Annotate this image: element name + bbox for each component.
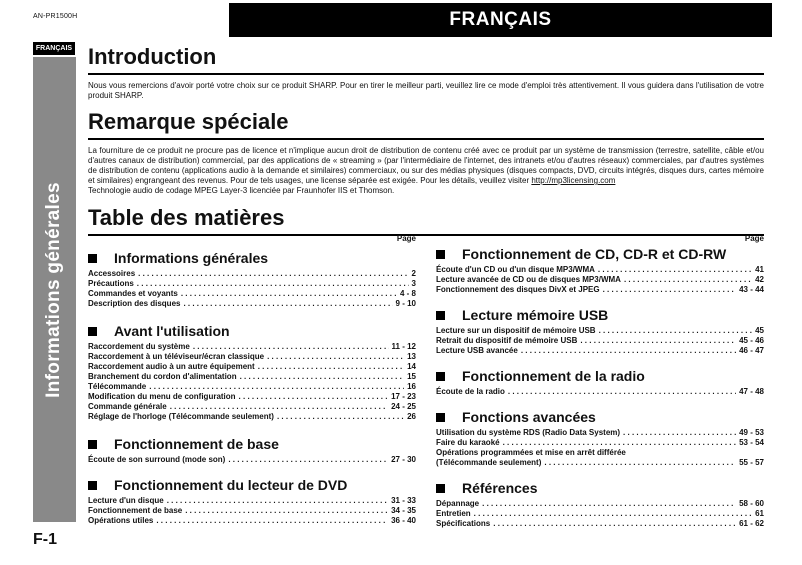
dot-leader — [193, 342, 389, 352]
toc-entry-label: Lecture USB avancée — [436, 346, 518, 355]
toc-entry-label: Écoute de son surround (mode son) — [88, 455, 226, 464]
toc-entry[interactable] — [88, 455, 416, 465]
toc-section-label: Fonctionnement du lecteur de DVD — [114, 477, 348, 493]
toc-entry-label: Raccordement audio à un autre équipement — [88, 362, 255, 371]
toc-section-label: Informations générales — [114, 250, 269, 266]
toc-entry-page: 13 — [407, 352, 416, 361]
toc-entry-list — [436, 499, 764, 529]
toc-entry-list — [88, 342, 416, 422]
toc-entry-label: (Télécommande seulement) — [436, 458, 542, 467]
toc-entry-label: Utilisation du système RDS (Radio Data System) — [436, 428, 621, 437]
toc-entry-label: Écoute de la radio — [436, 387, 505, 396]
toc-section-title — [436, 409, 764, 426]
intro-paragraph: Nous vous remercions d'avoir porté votre choix sur ce produit SHARP. Pour en tirer le meilleur parti, veuillez lire ce mode d'emploi très attentivement. Il vous guidera dans l'utilisation de votre produit SHARP. — [88, 81, 764, 100]
bullet-square-icon — [436, 484, 445, 493]
dot-leader — [598, 265, 752, 275]
toc-section — [436, 409, 764, 468]
page-column-label: Page — [396, 234, 416, 243]
toc-entry[interactable] — [88, 382, 416, 392]
toc-section — [88, 477, 416, 526]
dot-leader — [228, 455, 388, 465]
bullet-square-icon — [88, 254, 97, 263]
toc-entry-label: Télécommande — [88, 382, 147, 391]
toc-section-label: Références — [462, 480, 538, 496]
toc-section-title — [88, 250, 416, 267]
dot-leader — [624, 275, 752, 285]
toc-section-label: Fonctionnement de CD, CD-R et CD-RW — [462, 246, 727, 262]
toc-entry-page: 43 - 44 — [739, 285, 764, 294]
toc-entry[interactable] — [88, 352, 416, 362]
toc-section-title — [88, 323, 416, 340]
toc-entry-page: 55 - 57 — [739, 458, 764, 467]
toc-section — [88, 323, 416, 422]
note-paragraph — [88, 146, 764, 186]
bullet-square-icon — [88, 481, 97, 490]
toc-entry-page: 24 - 25 — [391, 402, 416, 411]
toc-entry-page: 47 - 48 — [739, 387, 764, 396]
toc-entry[interactable] — [88, 362, 416, 372]
page-column-label: Page — [744, 234, 764, 243]
toc-entry-page: 11 - 12 — [391, 342, 416, 351]
license-link[interactable]: http://mp3licensing.com — [531, 176, 616, 185]
toc-right-column — [436, 234, 764, 529]
bullet-square-icon — [88, 440, 97, 449]
toc-entry-page: 49 - 53 — [739, 428, 764, 437]
toc-entry-label: Lecture d'un disque — [88, 496, 164, 505]
dot-leader — [170, 402, 388, 412]
toc-entry-list — [436, 387, 764, 397]
toc-entry[interactable] — [436, 326, 764, 336]
toc-section-label: Avant l'utilisation — [114, 323, 230, 339]
toc-section-title — [88, 436, 416, 453]
language-banner: FRANÇAIS — [229, 3, 772, 37]
dot-leader — [267, 352, 404, 362]
dot-leader — [258, 362, 404, 372]
toc-entry[interactable] — [436, 428, 764, 438]
toc-entry[interactable] — [436, 346, 764, 356]
dot-leader — [474, 509, 752, 519]
toc-entry-list — [436, 265, 764, 295]
toc-entry[interactable] — [88, 392, 416, 402]
toc-entry-page: 27 - 30 — [391, 455, 416, 464]
note-tech-line: Technologie audio de codage MPEG Layer-3 licenciée par Fraunhofer IIS et Thomson. — [88, 186, 395, 195]
dot-leader — [239, 392, 389, 402]
toc-entry-label: Réglage de l'horloge (Télécommande seulement) — [88, 412, 274, 421]
toc-section-title — [436, 246, 764, 263]
intro-heading: Introduction — [88, 44, 764, 75]
toc-entry[interactable] — [436, 499, 764, 509]
toc-section — [436, 307, 764, 356]
dot-leader — [508, 387, 736, 397]
dot-leader — [521, 346, 736, 356]
toc-left-column — [88, 234, 416, 526]
toc-entry-page: 45 - 46 — [739, 336, 764, 345]
toc-entry[interactable] — [88, 412, 416, 422]
dot-leader — [156, 516, 388, 526]
toc-section — [88, 250, 416, 309]
dot-leader — [149, 382, 404, 392]
toc-entry[interactable] — [436, 458, 764, 468]
toc-entry-label: Opérations programmées et mise en arrêt différée — [436, 448, 626, 457]
toc-section-title — [436, 480, 764, 497]
toc-entry[interactable] — [436, 265, 764, 275]
toc-entry[interactable] — [436, 438, 764, 448]
toc-entry-label: Fonctionnement de base — [88, 506, 183, 515]
toc-entry-label: Commande générale — [88, 402, 167, 411]
dot-leader — [603, 285, 737, 295]
main-content — [88, 40, 764, 236]
toc-entry-label: Commandes et voyants — [88, 289, 178, 298]
toc-entry-label: Branchement du cordon d'alimentation — [88, 372, 237, 381]
toc-entry-label: Accessoires — [88, 269, 136, 278]
toc-entry[interactable] — [436, 387, 764, 397]
toc-entry[interactable] — [88, 402, 416, 412]
toc-entry-page: 61 - 62 — [739, 519, 764, 528]
toc-entry[interactable] — [436, 285, 764, 295]
toc-entry-list — [436, 428, 764, 468]
toc-entry-list — [88, 455, 416, 465]
bullet-square-icon — [436, 311, 445, 320]
toc-entry[interactable] — [88, 342, 416, 352]
toc-entry[interactable] — [88, 279, 416, 289]
toc-section-label: Fonctions avancées — [462, 409, 596, 425]
sidebar-label: Informations générales — [43, 182, 64, 398]
toc-entry-page: 4 - 8 — [399, 289, 416, 298]
bullet-square-icon — [436, 372, 445, 381]
dot-leader — [580, 336, 736, 346]
note-text: La fourniture de ce produit ne procure pas de licence et n'implique aucun droit de distribution de contenu créé avec ce produit par un système de transmission (terrestre, satellite, câble et/ou d'autres canaux de distribution) commercial, par des applications de « streaming » (par l'intermédiaire de l'internet, des intranets et/ou d'autres réseaux) commerciales, par d'autres systèmes de distribution de contenu (applications audio à la demande et similaires) commerciaux, ou sur des médias physiques (disques compacts, DVD, circuits intégrés, disques durs, cartes mémoire et similaires) engrangeant des revenus. Pour de tels usages, une license séparée est exigée. Pour les détails, veuillez visiter — [88, 146, 764, 185]
toc-entry-label: Écoute d'un CD ou d'un disque MP3/WMA — [436, 265, 595, 274]
toc-entry[interactable] — [436, 509, 764, 519]
toc-entry-page: 26 — [407, 412, 416, 421]
bullet-square-icon — [436, 413, 445, 422]
toc-entry-page: 46 - 47 — [739, 346, 764, 355]
toc-section-title — [436, 368, 764, 385]
toc-entry-label: Lecture sur un dispositif de mémoire USB — [436, 326, 596, 335]
toc-entry[interactable] — [88, 289, 416, 299]
toc-entry-label: Précautions — [88, 279, 134, 288]
dot-leader — [544, 458, 736, 468]
note-heading: Remarque spéciale — [88, 109, 764, 140]
toc-entry-page: 34 - 35 — [391, 506, 416, 515]
toc-entry-label: Dépannage — [436, 499, 480, 508]
toc-entry-page: 58 - 60 — [739, 499, 764, 508]
toc-section-label: Fonctionnement de base — [114, 436, 279, 452]
dot-leader — [181, 289, 397, 299]
toc-entry-label: Retrait du dispositif de mémoire USB — [436, 336, 578, 345]
toc-entry-page: 15 — [407, 372, 416, 381]
dot-leader — [503, 438, 737, 448]
toc-entry-page: 3 — [411, 279, 416, 288]
page-number: F-1 — [33, 531, 57, 548]
bullet-square-icon — [436, 250, 445, 259]
toc-entry-page: 41 — [755, 265, 764, 274]
toc-section-label: Fonctionnement de la radio — [462, 368, 645, 384]
dot-leader — [277, 412, 404, 422]
toc-entry[interactable] — [88, 299, 416, 309]
toc-entry-label: Raccordement à un téléviseur/écran classique — [88, 352, 265, 361]
toc-entry-label: Lecture avancée de CD ou de disques MP3/WMA — [436, 275, 621, 284]
toc-section — [436, 368, 764, 397]
toc-entry-label: Opérations utiles — [88, 516, 154, 525]
toc-entry-label: Entretien — [436, 509, 471, 518]
toc-entry-label: Raccordement du système — [88, 342, 190, 351]
toc-entry-label: Modification du menu de configuration — [88, 392, 236, 401]
toc-entry-page: 2 — [411, 269, 416, 278]
language-tab: FRANÇAIS — [33, 42, 75, 55]
toc-section-title — [436, 307, 764, 324]
dot-leader — [138, 269, 408, 279]
toc-entry-list — [88, 496, 416, 526]
toc-entry[interactable] — [88, 269, 416, 279]
toc-entry-page: 53 - 54 — [739, 438, 764, 447]
toc-entry[interactable] — [436, 275, 764, 285]
toc-entry[interactable] — [88, 516, 416, 526]
toc-columns — [88, 234, 764, 534]
toc-entry[interactable] — [436, 519, 764, 529]
dot-leader — [623, 428, 736, 438]
toc-entry-label: Faire du karaoké — [436, 438, 500, 447]
toc-section — [436, 480, 764, 529]
toc-entry-list — [436, 326, 764, 356]
dot-leader — [137, 279, 409, 289]
toc-section — [88, 436, 416, 465]
toc-entry-label: Spécifications — [436, 519, 491, 528]
toc-entry-page: 16 — [407, 382, 416, 391]
toc-entry-list — [88, 269, 416, 309]
dot-leader — [185, 506, 388, 516]
toc-entry-page: 31 - 33 — [391, 496, 416, 505]
toc-section — [436, 246, 764, 295]
toc-entry[interactable] — [88, 372, 416, 382]
toc-entry-page: 36 - 40 — [391, 516, 416, 525]
toc-heading: Table des matières — [88, 205, 764, 236]
toc-entry-label: Description des disques — [88, 299, 181, 308]
toc-entry-label: Fonctionnement des disques DivX et JPEG — [436, 285, 600, 294]
toc-entry[interactable] — [88, 496, 416, 506]
dot-leader — [482, 499, 736, 509]
dot-leader — [599, 326, 753, 336]
toc-entry-page: 45 — [755, 326, 764, 335]
bullet-square-icon — [88, 327, 97, 336]
dot-leader — [493, 519, 736, 529]
toc-section-label: Lecture mémoire USB — [462, 307, 609, 323]
toc-entry-page: 42 — [755, 275, 764, 284]
toc-entry-page: 14 — [407, 362, 416, 371]
dot-leader — [240, 372, 405, 382]
dot-leader — [167, 496, 388, 506]
dot-leader — [183, 299, 392, 309]
toc-section-title — [88, 477, 416, 494]
toc-entry-page: 17 - 23 — [391, 392, 416, 401]
toc-entry[interactable] — [88, 506, 416, 516]
toc-entry-page: 61 — [755, 509, 764, 518]
model-number: AN-PR1500H — [33, 13, 78, 20]
toc-entry[interactable] — [436, 336, 764, 346]
toc-entry-page: 9 - 10 — [395, 299, 416, 308]
